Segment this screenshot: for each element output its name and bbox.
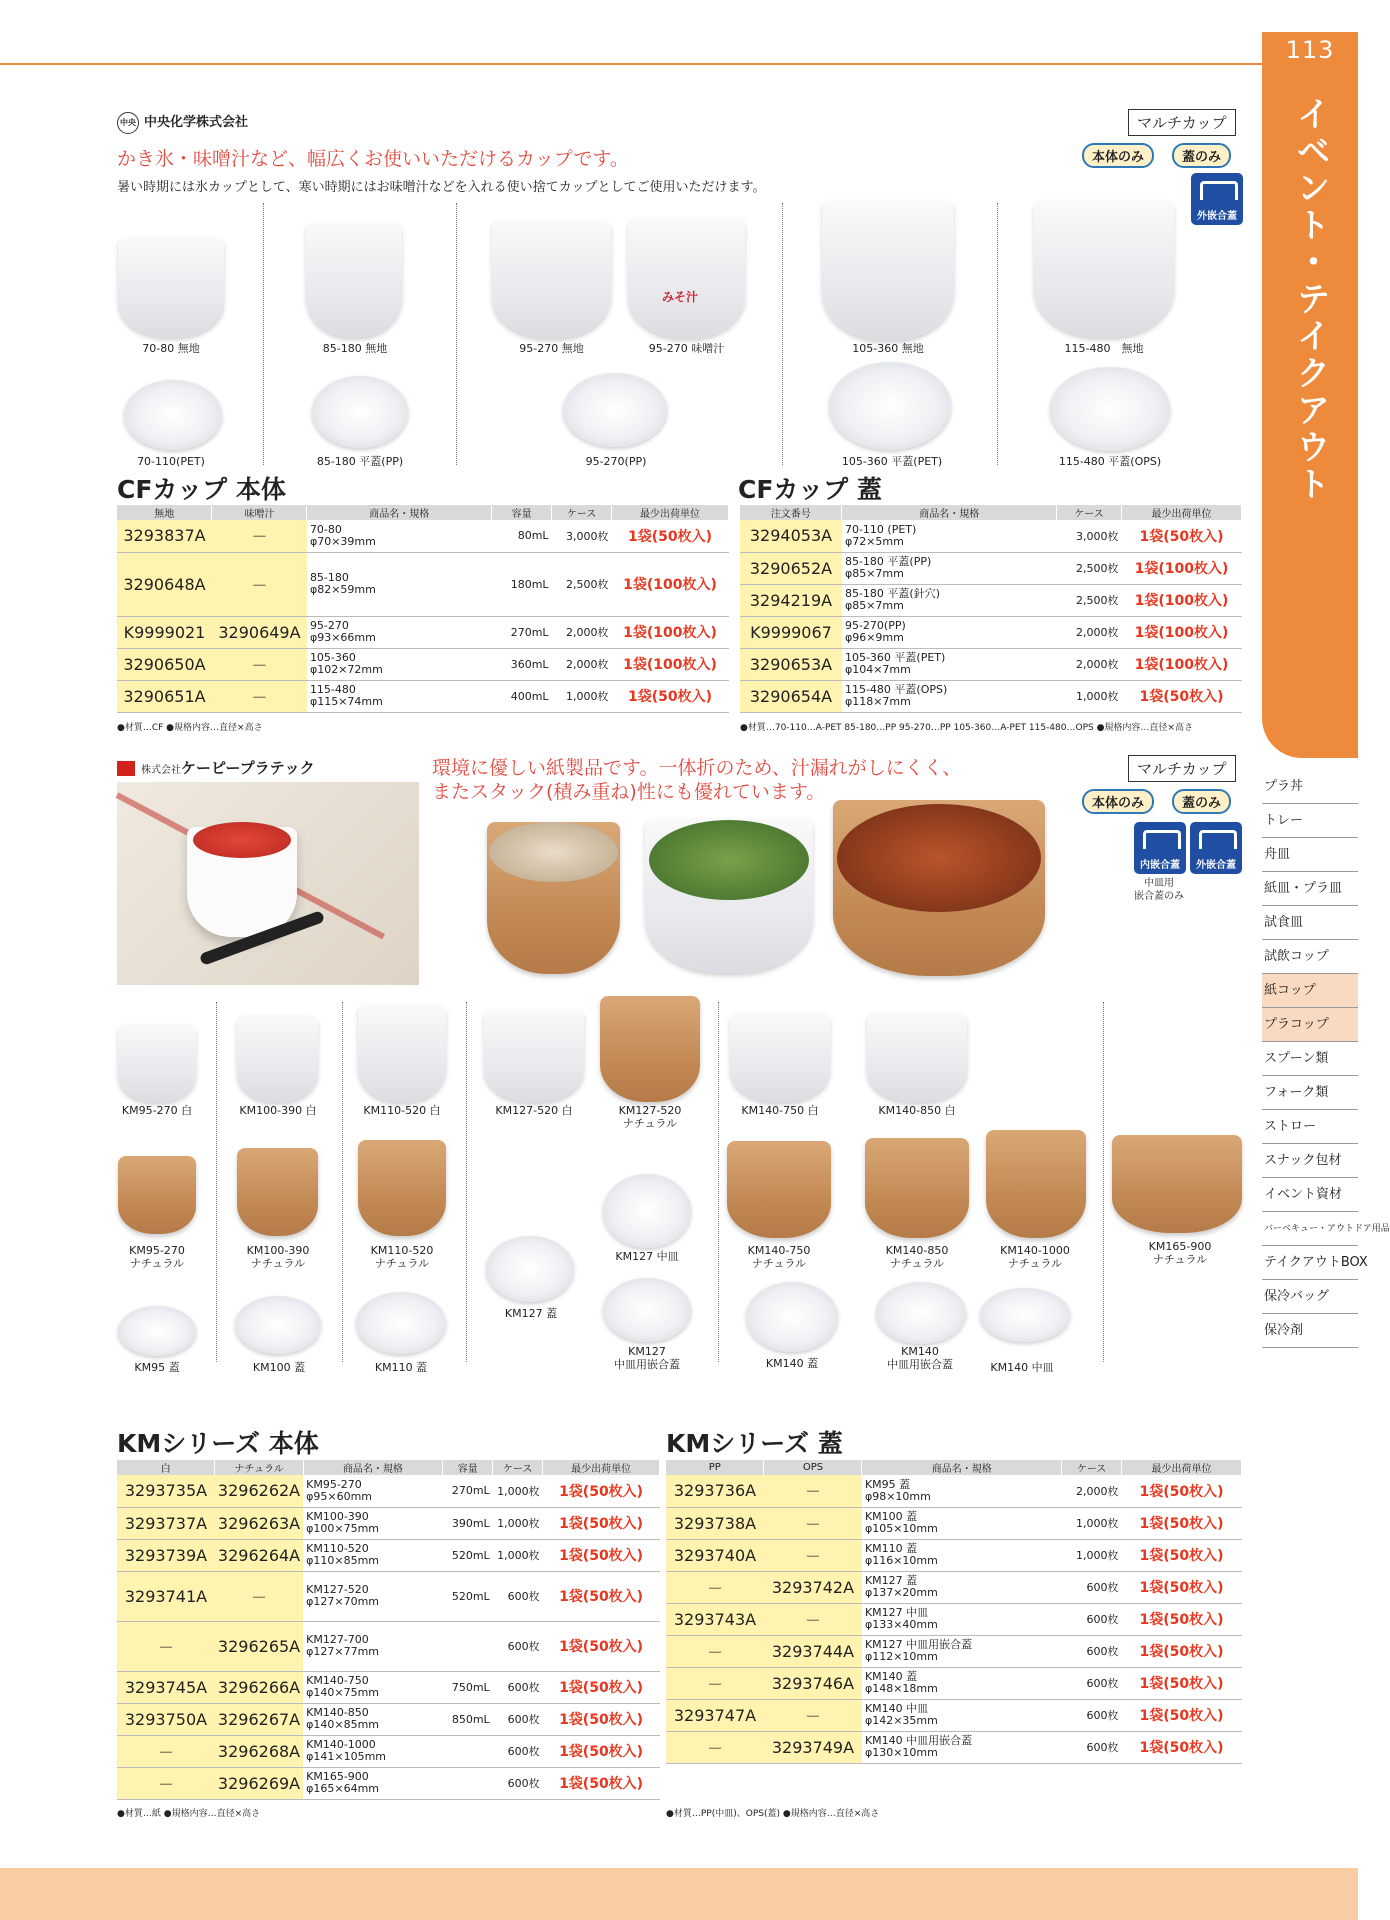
caption: KM140-750 ナチュラル xyxy=(747,1244,811,1270)
km-lid-table: PP OPS 商品名・規格 ケース 最少出荷単位 3293736A － KM95 蓋 φ98×10mm 2,000枚 1袋(50枚入) 3293738A － KM100 蓋 φ105×10mm 1,000枚 1袋(50枚入) 3293740A － KM110 蓋 φ116×10mm 1,000枚 1袋(50枚入) － 3293742A KM127 蓋 φ137×20mm 600枚 1袋(50枚入) 3293743A － KM127 中皿 φ133×40mm 600枚 1袋(50枚入) － 3293744A KM127 中皿用嵌合蓋 φ112×10mm 600枚 1袋(50枚入) － 3293746A KM140 蓋 φ148×18mm 600枚 1袋(50枚入) 3293747A － KM140 中皿 φ142×35mm 600枚 1袋(50枚入) － 3293749A KM140 中皿用嵌合蓋 φ130×10mm 600枚 1袋(50枚入) xyxy=(666,1460,1242,1764)
table-row: 3293735A 3296262A KM95-270 φ95×60mm 270mL 1,000枚 1袋(50枚入) xyxy=(117,1475,660,1507)
multicup-tag: マルチカップ xyxy=(1128,109,1236,136)
table-row: 3293739A 3296264A KM110-520 φ110×85mm 520mL 1,000枚 1袋(50枚入) xyxy=(117,1539,660,1571)
caption: 85-180 無地 xyxy=(322,342,388,355)
nav-item[interactable]: 保冷剤 xyxy=(1262,1314,1358,1348)
caption: KM110-520 白 xyxy=(363,1104,441,1117)
divider xyxy=(342,1002,343,1362)
lid-image xyxy=(486,1236,574,1302)
caption: KM140 蓋 xyxy=(765,1357,819,1370)
caption: KM127 中皿 xyxy=(615,1250,679,1263)
nav-item[interactable]: 舟皿 xyxy=(1262,838,1358,872)
table-row: 3290652A 85-180 平蓋(PP) φ85×7mm 2,500枚 1袋(100枚入) xyxy=(740,552,1242,584)
caption: KM140-850 白 xyxy=(878,1104,956,1117)
multicup-tag: マルチカップ xyxy=(1128,755,1236,782)
cf-lid-note: ●材質…70-110…A-PET 85-180…PP 95-270…PP 105-360…A-PET 115-480…OPS ●規格内容…直径×高さ xyxy=(740,723,1193,733)
maker-chuo: 中央 中央化学株式会社 xyxy=(117,111,248,134)
lid-image xyxy=(876,1282,966,1344)
lid-image xyxy=(746,1282,838,1352)
nav-item-active[interactable]: 紙コップ xyxy=(1262,974,1358,1008)
lid-image xyxy=(118,1306,196,1356)
cf-headline: かき氷・味噌汁など、幅広くお使いいただけるカップです。 xyxy=(117,148,629,170)
caption: KM95 蓋 xyxy=(134,1361,180,1374)
cf-body-note: ●材質…CF ●規格内容…直径×高さ xyxy=(117,723,263,733)
lid-image xyxy=(829,362,951,450)
table-row: 3294219A 85-180 平蓋(針穴) φ85×7mm 2,500枚 1袋(100枚入) xyxy=(740,584,1242,616)
caption: 105-360 無地 xyxy=(852,342,924,355)
lid-image xyxy=(980,1288,1070,1342)
km-headline-2: またスタック(積み重ね)性にも優れています。 xyxy=(432,781,826,803)
lid-image xyxy=(235,1296,321,1354)
cup-image xyxy=(237,1148,318,1236)
body-only-badge: 本体のみ xyxy=(1082,789,1154,814)
table-row: 3293736A － KM95 蓋 φ98×10mm 2,000枚 1袋(50枚入) xyxy=(666,1475,1242,1507)
outer-fit-lid-icon: 外嵌合蓋 xyxy=(1190,822,1242,874)
cf-body-title: CFカップ 本体 xyxy=(117,475,286,504)
cup-image xyxy=(118,237,224,337)
cup-image xyxy=(986,1130,1086,1238)
cf-lid-table: 注文番号 商品名・規格 ケース 最少出荷単位 3294053A 70-110 (PET) φ72×5mm 3,000枚 1袋(50枚入) 3290652A 85-180 平蓋(PP) φ85×7mm 2,500枚 1袋(100枚入) 3294219A 85-180 平蓋(針穴) φ85×7mm 2,500枚 1袋(100枚入) K9999067 95-270(PP) φ96×9mm 2,000枚 1袋(100枚入) 3290653A 105-360 平蓋(PET) φ104×7mm 2,000枚 1袋(100枚入) 3290654A 115-480 平蓋(OPS) φ118×7mm 1,000枚 1袋(50枚入) xyxy=(740,505,1242,713)
km-body-note: ●材質…紙 ●規格内容…直径×高さ xyxy=(117,1809,261,1819)
divider xyxy=(997,203,998,465)
salad-photo xyxy=(645,818,813,973)
cf-description: 暑い時期には氷カップとして、寒い時期にはお味噌汁などを入れる使い捨てカップとしてご使用いただけます。 xyxy=(117,180,766,195)
caption: KM95-270 ナチュラル xyxy=(129,1244,185,1270)
nav-item[interactable]: スナック包材 xyxy=(1262,1144,1358,1178)
divider xyxy=(466,1002,467,1362)
caption: KM100-390 白 xyxy=(239,1104,317,1117)
lid-only-badge: 蓋のみ xyxy=(1172,143,1231,168)
divider xyxy=(263,203,264,465)
icon-note: 中皿用 嵌合蓋のみ xyxy=(1134,878,1184,902)
table-row: K9999067 95-270(PP) φ96×9mm 2,000枚 1袋(100枚入) xyxy=(740,616,1242,648)
table-row: 3293745A 3296266A KM140-750 φ140×75mm 750mL 600枚 1袋(50枚入) xyxy=(117,1671,660,1703)
top-rule xyxy=(0,63,1262,65)
table-row: 3293747A － KM140 中皿 φ142×35mm 600枚 1袋(50枚入) xyxy=(666,1699,1242,1731)
cup-image xyxy=(865,1138,969,1238)
cup-image xyxy=(730,1012,830,1102)
km-lid-note: ●材質…PP(中皿)、OPS(蓋) ●規格内容…直径×高さ xyxy=(666,1809,880,1819)
caption: KM165-900 ナチュラル xyxy=(1148,1240,1212,1266)
soup-kraft-photo xyxy=(487,822,620,974)
table-row: － 3293746A KM140 蓋 φ148×18mm 600枚 1袋(50枚入) xyxy=(666,1667,1242,1699)
nav-item[interactable]: バーベキュー・アウトドア用品 xyxy=(1262,1212,1358,1246)
divider xyxy=(216,1002,217,1362)
caption: 95-270 無地 xyxy=(519,342,584,355)
caption: 115-480 無地 xyxy=(1064,342,1144,355)
cup-image xyxy=(118,1024,196,1102)
km-body-title: KMシリーズ 本体 xyxy=(117,1429,319,1458)
divider xyxy=(718,1002,719,1362)
table-row: 3290648A － 85-180 φ82×59mm 180mL 2,500枚 1袋(100枚入) xyxy=(117,552,729,616)
table-row: － 3293742A KM127 蓋 φ137×20mm 600枚 1袋(50枚入) xyxy=(666,1571,1242,1603)
cup-image xyxy=(600,996,700,1102)
cup-image xyxy=(867,1012,967,1102)
table-row: 3290650A － 105-360 φ102×72mm 360mL 2,000枚 1袋(100枚入) xyxy=(117,648,729,680)
nav-item-active[interactable]: プラコップ xyxy=(1262,1008,1358,1042)
soup-cup-photo xyxy=(117,782,419,985)
table-row: 3293750A 3296267A KM140-850 φ140×85mm 850mL 600枚 1袋(50枚入) xyxy=(117,1703,660,1735)
table-row: 3293738A － KM100 蓋 φ105×10mm 1,000枚 1袋(50枚入) xyxy=(666,1507,1242,1539)
mapo-photo xyxy=(833,800,1045,976)
caption: 95-270 味噌汁 xyxy=(648,342,725,355)
km-headline-1: 環境に優しい紙製品です。一体折のため、汁漏れがしにくく、 xyxy=(432,757,962,779)
km-lid-title: KMシリーズ 蓋 xyxy=(666,1429,843,1458)
cup-image xyxy=(628,218,745,338)
table-row: 3290653A 105-360 平蓋(PET) φ104×7mm 2,000枚 1袋(100枚入) xyxy=(740,648,1242,680)
cup-image xyxy=(237,1015,318,1102)
table-row: 3290651A － 115-480 φ115×74mm 400mL 1,000枚 1袋(50枚入) xyxy=(117,680,729,712)
lid-image xyxy=(563,373,667,447)
page-number: 113 xyxy=(1262,32,1358,68)
caption: KM127 中皿用嵌合蓋 xyxy=(614,1345,680,1371)
cup-image xyxy=(306,222,402,337)
table-row: 3293837A － 70-80 φ70×39mm 80mL 3,000枚 1袋(50枚入) xyxy=(117,520,729,552)
caption: KM100-390 ナチュラル xyxy=(246,1244,310,1270)
caption: KM140-750 白 xyxy=(741,1104,819,1117)
caption: 105-360 平蓋(PET) xyxy=(841,455,943,468)
lid-image xyxy=(1050,367,1170,451)
caption: KM127-520 ナチュラル xyxy=(618,1104,682,1130)
table-row: 3293740A － KM110 蓋 φ116×10mm 1,000枚 1袋(50枚入) xyxy=(666,1539,1242,1571)
caption: KM140-850 ナチュラル xyxy=(885,1244,949,1270)
table-row: － 3296269A KM165-900 φ165×64mm 600枚 1袋(50枚入) xyxy=(117,1767,660,1799)
miso-label: みそ汁 xyxy=(662,290,699,304)
table-row: － 3296265A KM127-700 φ127×77mm 600枚 1袋(50枚入) xyxy=(117,1621,660,1671)
table-row: － 3293744A KM127 中皿用嵌合蓋 φ112×10mm 600枚 1袋(50枚入) xyxy=(666,1635,1242,1667)
km-body-table: 白 ナチュラル 商品名・規格 容量 ケース 最少出荷単位 3293735A 3296262A KM95-270 φ95×60mm 270mL 1,000枚 1袋(50枚入) 3293737A 3296263A KM100-390 φ100×75mm 390mL 1,000枚 1袋(50枚入) 3293739A 3296264A KM110-520 φ110×85mm 520mL 1,000枚 1袋(50枚入) 3293741A － KM127-520 φ127×70mm 520mL 600枚 1袋(50枚入) － 3296265A KM127-700 φ127×77mm 600枚 1袋(50枚入) 3293745A 3296266A KM140-750 φ140×75mm 750mL 600枚 1袋(50枚入) 3293750A 3296267A KM140-850 φ140×85mm 850mL 600枚 1袋(50枚入) － 3296268A KM140-1000 φ141×105mm 600枚 1袋(50枚入) － 3296269A KM165-900 φ165×64mm 600枚 1袋(50枚入) xyxy=(117,1460,660,1800)
nav-item[interactable]: トレー xyxy=(1262,804,1358,838)
caption: KM100 蓋 xyxy=(252,1361,306,1374)
body-only-badge: 本体のみ xyxy=(1082,143,1154,168)
cup-image xyxy=(358,1004,446,1102)
nav-item[interactable]: プラ丼 xyxy=(1262,770,1358,804)
caption: KM110-520 ナチュラル xyxy=(370,1244,434,1270)
divider xyxy=(782,203,783,465)
caption: KM110 蓋 xyxy=(374,1361,428,1374)
caption: 70-110(PET) xyxy=(137,455,205,468)
nav-item[interactable]: ストロー xyxy=(1262,1110,1358,1144)
company-logo-icon xyxy=(117,761,135,776)
cup-image xyxy=(727,1141,831,1238)
caption: KM140 中皿用嵌合蓋 xyxy=(887,1345,953,1371)
caption: KM95-270 白 xyxy=(121,1104,193,1117)
caption: KM127 蓋 xyxy=(504,1307,558,1320)
table-row: 3293741A － KM127-520 φ127×70mm 520mL 600枚 1袋(50枚入) xyxy=(117,1571,660,1621)
caption: 85-180 平蓋(PP) xyxy=(316,455,404,468)
maker-kp: 株式会社ケーピープラテック xyxy=(117,757,315,778)
table-row: 3290654A 115-480 平蓋(OPS) φ118×7mm 1,000枚 1袋(50枚入) xyxy=(740,680,1242,712)
cup-image xyxy=(118,1156,196,1234)
table-row: － 3296268A KM140-1000 φ141×105mm 600枚 1袋(50枚入) xyxy=(117,1735,660,1767)
table-row: 3293737A 3296263A KM100-390 φ100×75mm 390mL 1,000枚 1袋(50枚入) xyxy=(117,1507,660,1539)
lid-only-badge: 蓋のみ xyxy=(1172,789,1231,814)
table-row: 3294053A 70-110 (PET) φ72×5mm 3,000枚 1袋(50枚入) xyxy=(740,520,1242,552)
caption: 95-270(PP) xyxy=(585,455,647,468)
cup-image xyxy=(1034,200,1174,337)
cup-image xyxy=(1112,1135,1242,1233)
inner-fit-lid-icon: 内嵌合蓋 xyxy=(1134,822,1186,874)
caption: KM127-520 白 xyxy=(495,1104,573,1117)
nav-item[interactable]: イベント資材 xyxy=(1262,1178,1358,1212)
caption: KM140-1000 ナチュラル xyxy=(1000,1244,1070,1270)
nav-item[interactable]: フォーク類 xyxy=(1262,1076,1358,1110)
lid-image xyxy=(356,1292,446,1354)
table-row: K9999021 3290649A 95-270 φ93×66mm 270mL 2,000枚 1袋(100枚入) xyxy=(117,616,729,648)
nav-item[interactable]: スプーン類 xyxy=(1262,1042,1358,1076)
caption: 115-480 平蓋(OPS) xyxy=(1058,455,1162,468)
lid-image xyxy=(603,1278,691,1342)
cup-image xyxy=(484,1009,584,1102)
lid-image xyxy=(124,380,222,450)
lid-image xyxy=(312,376,408,448)
nav-item[interactable]: 保冷バッグ xyxy=(1262,1280,1358,1314)
cf-lid-title: CFカップ 蓋 xyxy=(738,475,882,504)
divider xyxy=(456,203,457,465)
caption: KM140 中皿 xyxy=(990,1361,1054,1374)
nav-item[interactable]: 試飲コップ xyxy=(1262,940,1358,974)
nav-item[interactable]: 試食皿 xyxy=(1262,906,1358,940)
nav-item[interactable]: テイクアウトBOX xyxy=(1262,1246,1358,1280)
nav-item[interactable]: 紙皿・プラ皿 xyxy=(1262,872,1358,906)
side-nav xyxy=(1262,770,1390,1348)
cup-image xyxy=(492,220,611,338)
lid-image xyxy=(603,1174,691,1248)
caption: 70-80 無地 xyxy=(142,342,200,355)
table-row: 3293743A － KM127 中皿 φ133×40mm 600枚 1袋(50枚入) xyxy=(666,1603,1242,1635)
section-title: イベント・テイクアウト xyxy=(1290,96,1330,503)
outer-fit-lid-icon: 外嵌合蓋 xyxy=(1191,173,1243,225)
table-row: － 3293749A KM140 中皿用嵌合蓋 φ130×10mm 600枚 1袋(50枚入) xyxy=(666,1731,1242,1763)
cup-image xyxy=(822,200,954,340)
footer-band xyxy=(0,1868,1358,1920)
company-logo: 中央 xyxy=(117,112,139,134)
cf-body-table: 無地 味噌汁 商品名・規格 容量 ケース 最少出荷単位 3293837A － 70-80 φ70×39mm 80mL 3,000枚 1袋(50枚入) 3290648A － 85-180 φ82×59mm 180mL 2,500枚 1袋(100枚入) K9999021 3290649A 95-270 φ93×66mm 270mL 2,000枚 1袋(100枚入) 3290650A － 105-360 φ102×72mm 360mL 2,000枚 1袋(100枚入) 3290651A － 115-480 φ115×74mm 400mL 1,000枚 1袋(50枚入) xyxy=(117,505,729,713)
divider xyxy=(1103,1002,1104,1362)
cup-image xyxy=(358,1140,446,1236)
